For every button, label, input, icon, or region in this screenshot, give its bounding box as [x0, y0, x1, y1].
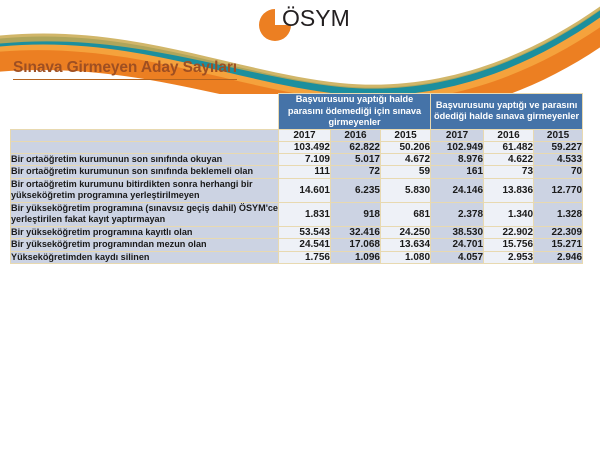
- osym-logo: [258, 2, 368, 50]
- year-row-label-cell: [11, 129, 279, 141]
- row-value: 73: [484, 166, 534, 179]
- row-value: 2.378: [431, 202, 484, 226]
- row-value: 4.672: [381, 153, 431, 166]
- row-value: 24.146: [431, 178, 484, 202]
- year-header-2017-unpaid: 2017: [279, 129, 331, 141]
- table-row: [11, 202, 583, 226]
- row-value: 53.543: [279, 226, 331, 239]
- row-value: 681: [381, 202, 431, 226]
- row-value: 1.831: [279, 202, 331, 226]
- row-value: 4.057: [431, 251, 484, 264]
- year-header-2015-unpaid: 2015: [381, 129, 431, 141]
- year-header-2017-paid: 2017: [431, 129, 484, 141]
- page-title: Sınava Girmeyen Aday Sayıları: [13, 59, 237, 80]
- row-label: Bir ortaöğretim kurumunun son sınıfında okuyan: [11, 153, 279, 166]
- row-value: 13.634: [381, 239, 431, 252]
- row-value: 102.949: [431, 141, 484, 153]
- row-value: 32.416: [331, 226, 381, 239]
- data-table-container: [10, 93, 582, 264]
- row-value: 2.946: [534, 251, 583, 264]
- year-header-2015-paid: 2015: [534, 129, 583, 141]
- row-label: Bir yükseköğretim programına kayıtlı olan: [11, 226, 279, 239]
- row-value: 62.822: [331, 141, 381, 153]
- year-header-2016-unpaid: 2016: [331, 129, 381, 141]
- row-value: 13.836: [484, 178, 534, 202]
- row-value: 17.068: [331, 239, 381, 252]
- row-value: 12.770: [534, 178, 583, 202]
- row-value: 1.096: [331, 251, 381, 264]
- table-year-header-row: [11, 129, 583, 141]
- table-row: [11, 178, 583, 202]
- table-row: [11, 141, 583, 153]
- row-value: 1.080: [381, 251, 431, 264]
- row-value: 103.492: [279, 141, 331, 153]
- row-value: 70: [534, 166, 583, 179]
- group-header-unpaid: Başvurusunu yaptığı halde parasını ödemediği için sınava girmeyenler: [279, 94, 431, 130]
- row-value: 5.830: [381, 178, 431, 202]
- row-label: Bir yükseköğretim programına (sınavsız geçiş dahil) ÖSYM'ce yerleştirilen fakat kayıt yaptırmayan: [11, 202, 278, 224]
- row-value: 22.902: [484, 226, 534, 239]
- row-value: 24.541: [279, 239, 331, 252]
- row-value: 24.701: [431, 239, 484, 252]
- row-value: 6.235: [331, 178, 381, 202]
- row-label: Yükseköğretimden kaydı silinen: [11, 251, 279, 264]
- table-body: [11, 141, 583, 264]
- year-header-2016-paid: 2016: [484, 129, 534, 141]
- exam-absentee-table: [10, 93, 583, 264]
- row-value: 4.533: [534, 153, 583, 166]
- row-value: 14.601: [279, 178, 331, 202]
- row-value: 38.530: [431, 226, 484, 239]
- row-value: 8.976: [431, 153, 484, 166]
- row-value: 15.271: [534, 239, 583, 252]
- row-value: 61.482: [484, 141, 534, 153]
- row-value: 2.953: [484, 251, 534, 264]
- table-group-header-row: [11, 94, 583, 130]
- row-value: 15.756: [484, 239, 534, 252]
- row-value: 50.206: [381, 141, 431, 153]
- logo-text: ÖSYM: [282, 5, 350, 31]
- row-value: 918: [331, 202, 381, 226]
- table-row: [11, 166, 583, 179]
- row-label: [11, 141, 279, 153]
- row-label: Bir yükseköğretim programından mezun olan: [11, 239, 279, 252]
- corner-cell: [11, 94, 279, 130]
- row-value: 24.250: [381, 226, 431, 239]
- table-row: [11, 153, 583, 166]
- table-row: [11, 239, 583, 252]
- row-label: Bir ortaöğretim kurumunun son sınıfında beklemeli olan: [11, 166, 279, 179]
- row-label: Bir ortaöğretim kurumunu bitirdikten sonra herhangi bir yükseköğretim programına yerleştirilmeyen: [11, 178, 279, 202]
- group-header-paid: Başvurusunu yaptığı ve parasını ödediği halde sınava girmeyenler: [431, 94, 583, 130]
- table-row: [11, 226, 583, 239]
- table-row: [11, 251, 583, 264]
- row-value: 1.340: [484, 202, 534, 226]
- row-value: 7.109: [279, 153, 331, 166]
- row-value: 59: [381, 166, 431, 179]
- row-value: 111: [279, 166, 331, 179]
- row-value: 59.227: [534, 141, 583, 153]
- row-value: 22.309: [534, 226, 583, 239]
- row-value: 72: [331, 166, 381, 179]
- row-value: 5.017: [331, 153, 381, 166]
- row-value: 161: [431, 166, 484, 179]
- row-value: 1.328: [534, 202, 583, 226]
- row-value: 1.756: [279, 251, 331, 264]
- row-value: 4.622: [484, 153, 534, 166]
